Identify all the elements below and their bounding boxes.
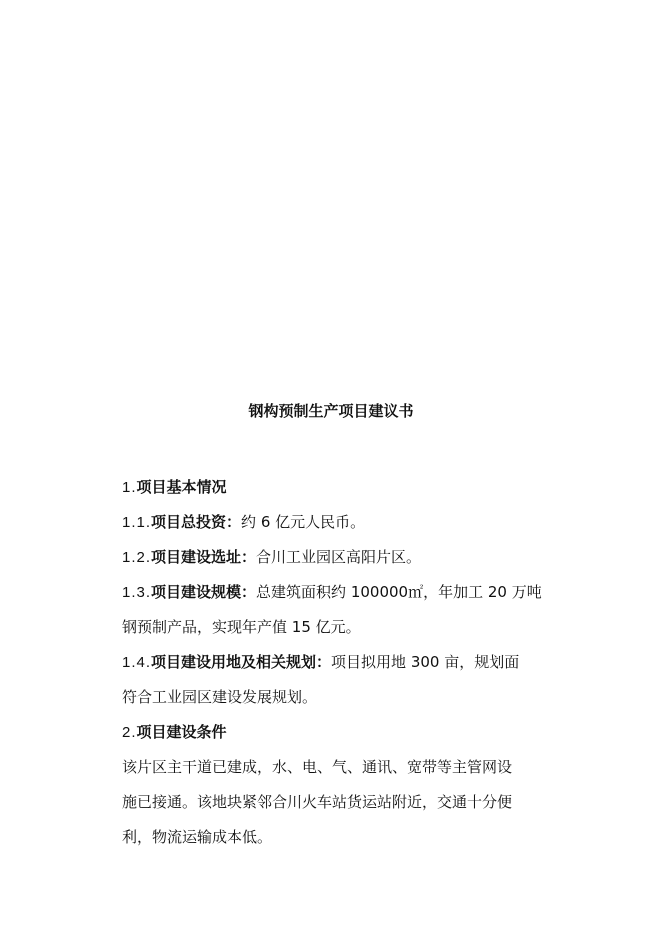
section-2-line-1: 该片区主干道已建成，水、电、气、通讯、宽带等主管网设 — [122, 758, 513, 776]
item-1-3 — [122, 575, 552, 645]
item-1-2-text: 合川工业园区高阳片区。 — [256, 548, 422, 566]
item-1-3-number: 1.3. — [122, 584, 152, 601]
section-2-heading — [122, 715, 552, 750]
section-1-title: 项目基本情况 — [136, 478, 227, 496]
section-2-number: 2. — [122, 724, 137, 741]
section-1-number: 1. — [122, 479, 137, 496]
item-1-3-text-2: 钢预制产品，实现年产值 15 亿元。 — [122, 618, 361, 636]
item-1-4-text-1: 项目拟用地 300 亩，规划面 — [331, 653, 520, 671]
item-1-4-number: 1.4. — [122, 654, 152, 671]
item-1-2-number: 1.2. — [122, 549, 152, 566]
item-1-4-label: 项目建设用地及相关规划： — [151, 653, 332, 671]
item-1-3-line-1 — [122, 575, 552, 610]
document-title: 钢构预制生产项目建议书 — [248, 402, 414, 420]
section-2-body — [122, 750, 552, 855]
section-1-heading — [122, 470, 552, 505]
item-1-1-label: 项目总投资： — [151, 513, 242, 531]
item-1-4-line-1 — [122, 645, 552, 680]
item-1-4-text-2: 符合工业园区建设发展规划。 — [122, 688, 318, 706]
item-1-3-text-1: 总建筑面积约 100000㎡，年加工 20 万吨 — [256, 583, 542, 601]
section-2-line-3: 利，物流运输成本低。 — [122, 828, 273, 846]
item-1-2 — [122, 540, 552, 575]
section-2-line-2: 施已接通。该地块紧邻合川火车站货运站附近，交通十分便 — [122, 793, 513, 811]
item-1-4 — [122, 645, 552, 715]
item-1-1-text: 约 6 亿元人民币。 — [241, 513, 366, 531]
item-1-2-label: 项目建设选址： — [151, 548, 257, 566]
item-1-3-label: 项目建设规模： — [151, 583, 257, 601]
item-1-1-number: 1.1. — [122, 514, 152, 531]
item-1-1 — [122, 505, 552, 540]
section-2-title: 项目建设条件 — [136, 723, 227, 741]
